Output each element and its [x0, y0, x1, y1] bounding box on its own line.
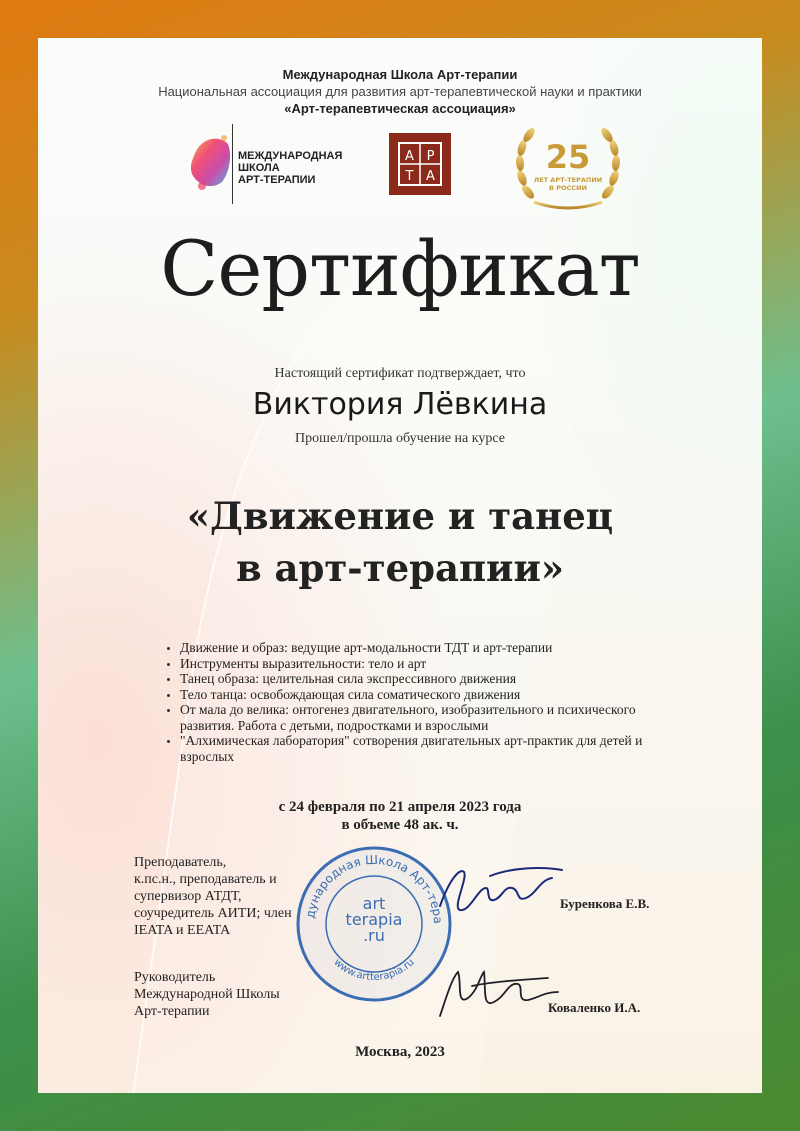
anniversary-caption: ЛЕТ АРТ-ТЕРАПИИ [533, 176, 603, 184]
stamp-center [342, 896, 406, 944]
confirms-text: Настоящий сертификат подтверждает, что [274, 366, 526, 381]
course-topics-list [162, 640, 680, 764]
school-logo-text [238, 150, 342, 186]
stamp-ring-text: дународная Школа Арт-тера [303, 852, 446, 925]
header-school-name: Международная Школа Арт-терапии [282, 67, 518, 82]
stamp-center-line: art [362, 894, 386, 913]
head-line: Арт-терапии [134, 1004, 210, 1019]
stamp-url: www.artterapia.ru [331, 956, 417, 984]
header-association-name: «Арт-терапевтическая ассоциация» [284, 101, 516, 116]
ata-letter: А [405, 149, 414, 164]
ata-emblem-icon [389, 133, 451, 195]
course-title-line: в арт-терапии» [235, 546, 565, 590]
laurel-wreath-icon [512, 122, 624, 212]
recipient-name: Виктория Лёвкина [252, 387, 548, 422]
logo-divider [232, 124, 233, 204]
school-logo [188, 124, 348, 204]
anniversary-caption: В РОССИИ [549, 184, 587, 192]
teacher-signer-name: Буренкова Е.В. [560, 896, 650, 911]
list-item: • От мала до велика: онтогенез двигательного, изобразительного и психического развития. Работа с детьми, подростками и взрослыми [180, 702, 680, 733]
anniversary-logo [512, 122, 624, 212]
course-title [38, 490, 762, 594]
school-logo-line: ШКОЛА [238, 162, 280, 174]
watercolor-splash-icon [188, 124, 232, 204]
course-hours: в объеме 48 ак. ч. [341, 817, 459, 833]
certificate-title: Сертификат [160, 224, 640, 313]
teacher-line: к.пс.н., преподаватель и [134, 872, 277, 887]
ata-letter: Т [405, 169, 414, 184]
head-line: Руководитель [134, 970, 216, 985]
teacher-signature-icon [430, 858, 570, 918]
teacher-line: соучредитель АИТИ; член [134, 906, 292, 921]
city-year: Москва, 2023 [355, 1044, 445, 1060]
ata-letter: А [426, 169, 435, 184]
header-association-desc: Национальная ассоциация для развития арт-терапевтической науки и практики [158, 84, 642, 99]
head-signer-name: Коваленко И.А. [548, 1000, 641, 1015]
list-item: • Инструменты выразительности: тело и арт [180, 656, 680, 672]
head-signature-icon [428, 958, 568, 1028]
school-logo-line: МЕЖДУНАРОДНАЯ [238, 150, 343, 162]
list-item: • Танец образа: целительная сила экспрессивного движения [180, 671, 680, 687]
list-item: • Движение и образ: ведущие арт-модальности ТДТ и арт-терапии [180, 640, 680, 656]
teacher-line: IEATA и EEATA [134, 923, 231, 938]
completed-text: Прошел/прошла обучение на курсе [295, 431, 505, 446]
stamp-center-line: terapia [345, 910, 403, 929]
ata-letter: Р [426, 149, 435, 164]
course-title-line: «Движение и танец [186, 494, 614, 538]
stamp-center-line: .ru [363, 926, 385, 945]
course-period: с 24 февраля по 21 апреля 2023 года [278, 799, 522, 815]
course-dates [38, 798, 762, 834]
ata-logo [389, 133, 451, 195]
list-item: • Тело танца: освобождающая сила соматического движения [180, 687, 680, 703]
header [38, 66, 762, 117]
head-line: Международной Школы [134, 987, 280, 1002]
certificate-sheet [38, 38, 762, 1093]
list-item: • "Алхимическая лаборатория" сотворения двигательных арт-практик для детей и взрослых [180, 733, 680, 764]
teacher-line: супервизор АТДТ, [134, 889, 242, 904]
teacher-line: Преподаватель, [134, 855, 227, 870]
anniversary-number: 25 [545, 138, 591, 176]
school-logo-line: АРТ-ТЕРАПИИ [238, 174, 316, 186]
